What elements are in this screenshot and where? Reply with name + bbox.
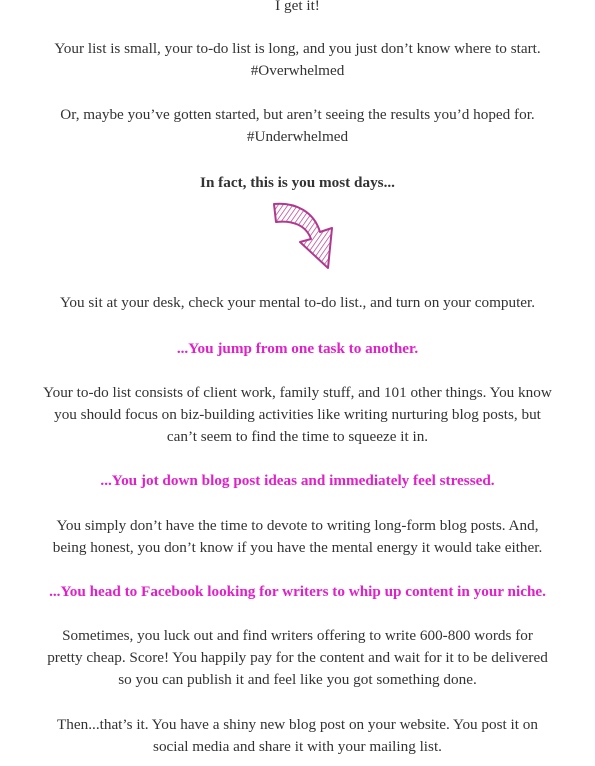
facebook-highlight: ...You head to Facebook looking for writers to whip up content in your niche. (49, 583, 546, 600)
overwhelmed-hashtag: #Overwhelmed (250, 62, 345, 79)
jump-task-highlight: ...You jump from one task to another. (176, 340, 419, 357)
todo-line-3: can’t seem to find the time to squeeze it in. (166, 428, 429, 445)
luck-out-line-2: pretty cheap. Score! You happily pay for the content and wait for it to be delivered (47, 649, 548, 666)
underwhelmed-line-1: Or, maybe you’ve gotten started, but aren’t seeing the results you’d hoped for. (60, 106, 535, 123)
overwhelmed-paragraph (20, 38, 575, 82)
thats-it-line-2: social media and share it with your mailing list. (153, 738, 442, 755)
luck-out-line-1: Sometimes, you luck out and find writers offering to write 600-800 words for (62, 627, 533, 644)
luck-out-line-3: so you can publish it and feel like you got something done. (118, 671, 477, 688)
todo-line-2: you should focus on biz-building activities like writing nurturing blog posts, but (54, 406, 541, 423)
underwhelmed-paragraph (20, 104, 575, 148)
luck-out-paragraph (20, 625, 575, 691)
overwhelmed-line-1: Your list is small, your to-do list is long, and you just don’t know where to start. (54, 40, 541, 57)
todo-list-paragraph (20, 382, 575, 448)
sit-at-desk-line: You sit at your desk, check your mental to-do list., and turn on your computer. (59, 294, 536, 311)
blog-ideas-highlight: ...You jot down blog post ideas and immediately feel stressed. (100, 472, 495, 489)
curved-down-arrow-icon (268, 198, 344, 272)
thats-it-line-1: Then...that’s it. You have a shiny new blog post on your website. You post it on (57, 716, 538, 733)
thats-it-paragraph (20, 714, 575, 758)
todo-line-1: Your to-do list consists of client work, family stuff, and 101 other things. You know (43, 384, 552, 401)
no-time-line-2: being honest, you don’t know if you have the mental energy it would take either. (52, 539, 543, 556)
in-fact-heading: In fact, this is you most days... (200, 174, 395, 191)
no-time-line-1: You simply don’t have the time to devote to writing long-form blog posts. And, (56, 517, 539, 534)
intro-line: I get it! (275, 0, 320, 14)
underwhelmed-hashtag: #Underwhelmed (246, 128, 349, 145)
no-time-paragraph (20, 515, 575, 559)
